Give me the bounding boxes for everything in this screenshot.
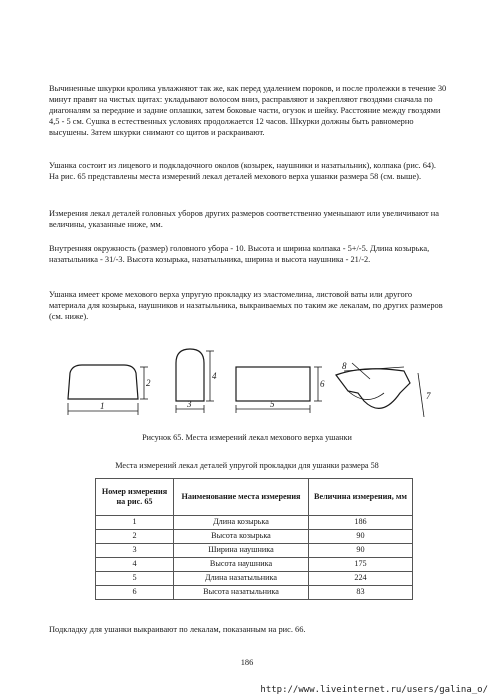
- table-row: [96, 530, 413, 544]
- source-watermark[interactable]: http://www.liveinternet.ru/users/galina_o/: [260, 685, 488, 695]
- page-number: 186: [240, 658, 254, 667]
- back-flap-pattern: [236, 367, 310, 401]
- figure-label-8: 8: [342, 361, 347, 371]
- visor-pattern: [68, 365, 138, 399]
- cell-value: 83: [309, 586, 413, 600]
- figure-label-6: 6: [320, 379, 325, 389]
- figure-label-4: 4: [212, 371, 217, 381]
- cell-value: 224: [309, 572, 413, 586]
- crown-pattern: [336, 369, 410, 409]
- paragraph-composition: Ушанка состоит из лицевого и подкладочного околов (козырек, наушники и назатыльник), колпака (рис. 64). На рис. 65 представлены места измерений лекал деталей мехового верха ушанки размера 58 (см. выше).: [49, 161, 436, 181]
- cell-number: 5: [96, 572, 174, 586]
- table-header-row: [96, 479, 413, 516]
- cell-number: 3: [96, 544, 174, 558]
- paragraph-drying: Вычиненные шкурки кролика увлажняют так же, как перед удалением пороков, и после пролежки в течение 30 минут правят на чистых щитах: укладывают волосом вниз, расправляют и закрепляют гвоздями сначала по диагоналям за передние и задние оплашки, затем боковые части, огузок и шейку. Расстояние между гвоздями 4,5 - 5 см. Сушка в естественных условиях продолжается 12 часов. Шкурки должны быть равномерно высушены. Затем шкурки снимают со щитов и раскраивают.: [49, 84, 447, 137]
- figure-label-2: 2: [146, 378, 151, 388]
- table-row: [96, 516, 413, 530]
- header-name: Наименование места измерения: [174, 479, 309, 516]
- measurements-table: [95, 478, 413, 600]
- paragraph-padding: Ушанка имеет кроме мехового верха упругую прокладку из эластомелина, листовой ваты или другого материала для козырька, наушников и назатыльника, выкраиваемых по таким же лекалам, по других размеров (см. ниже).: [49, 290, 443, 321]
- cell-number: 6: [96, 586, 174, 600]
- table-row: [96, 572, 413, 586]
- table-title: Места измерений лекал деталей упругой прокладки для ушанки размера 58: [115, 461, 379, 470]
- cell-name: Высота наушника: [174, 558, 309, 572]
- figure-label-5: 5: [270, 399, 275, 409]
- figure-label-1: 1: [100, 401, 105, 411]
- table-row: [96, 586, 413, 600]
- figure-label-3: 3: [187, 399, 192, 409]
- cell-name: Высота назатыльника: [174, 586, 309, 600]
- cell-value: 90: [309, 530, 413, 544]
- paragraph-measurements: Внутренняя окружность (размер) головного убора - 10. Высота и ширина колпака - 5+/-5. Длина козырька, назатыльника - 31/-3. Высота козырька, назатыльника, ширина и высота наушника - 21/-2.: [49, 244, 430, 264]
- cell-name: Длина козырька: [174, 516, 309, 530]
- cell-value: 175: [309, 558, 413, 572]
- paragraph-lining: Подкладку для ушанки выкраивают по лекалам, показанным на рис. 66.: [49, 625, 306, 634]
- table-row: [96, 544, 413, 558]
- figure-caption: Рисунок 65. Места измерений лекал мехового верха ушанки: [142, 433, 352, 442]
- cell-value: 90: [309, 544, 413, 558]
- figure-label-7: 7: [426, 391, 431, 401]
- header-number: Номер измерения на рис. 65: [96, 479, 174, 516]
- paragraph-sizes: Измерения лекал деталей головных уборов других размеров соответственно уменьшают или увеличивают на величины, указанные ниже, мм.: [49, 209, 439, 229]
- cell-value: 186: [309, 516, 413, 530]
- header-value: Величина измерения, мм: [309, 479, 413, 516]
- cell-name: Ширина наушника: [174, 544, 309, 558]
- ear-flap-pattern: [176, 349, 204, 401]
- cell-name: Длина назатыльника: [174, 572, 309, 586]
- cell-number: 1: [96, 516, 174, 530]
- cell-number: 2: [96, 530, 174, 544]
- cell-name: Высота козырька: [174, 530, 309, 544]
- cell-number: 4: [96, 558, 174, 572]
- table-row: [96, 558, 413, 572]
- pattern-figure: [64, 345, 436, 433]
